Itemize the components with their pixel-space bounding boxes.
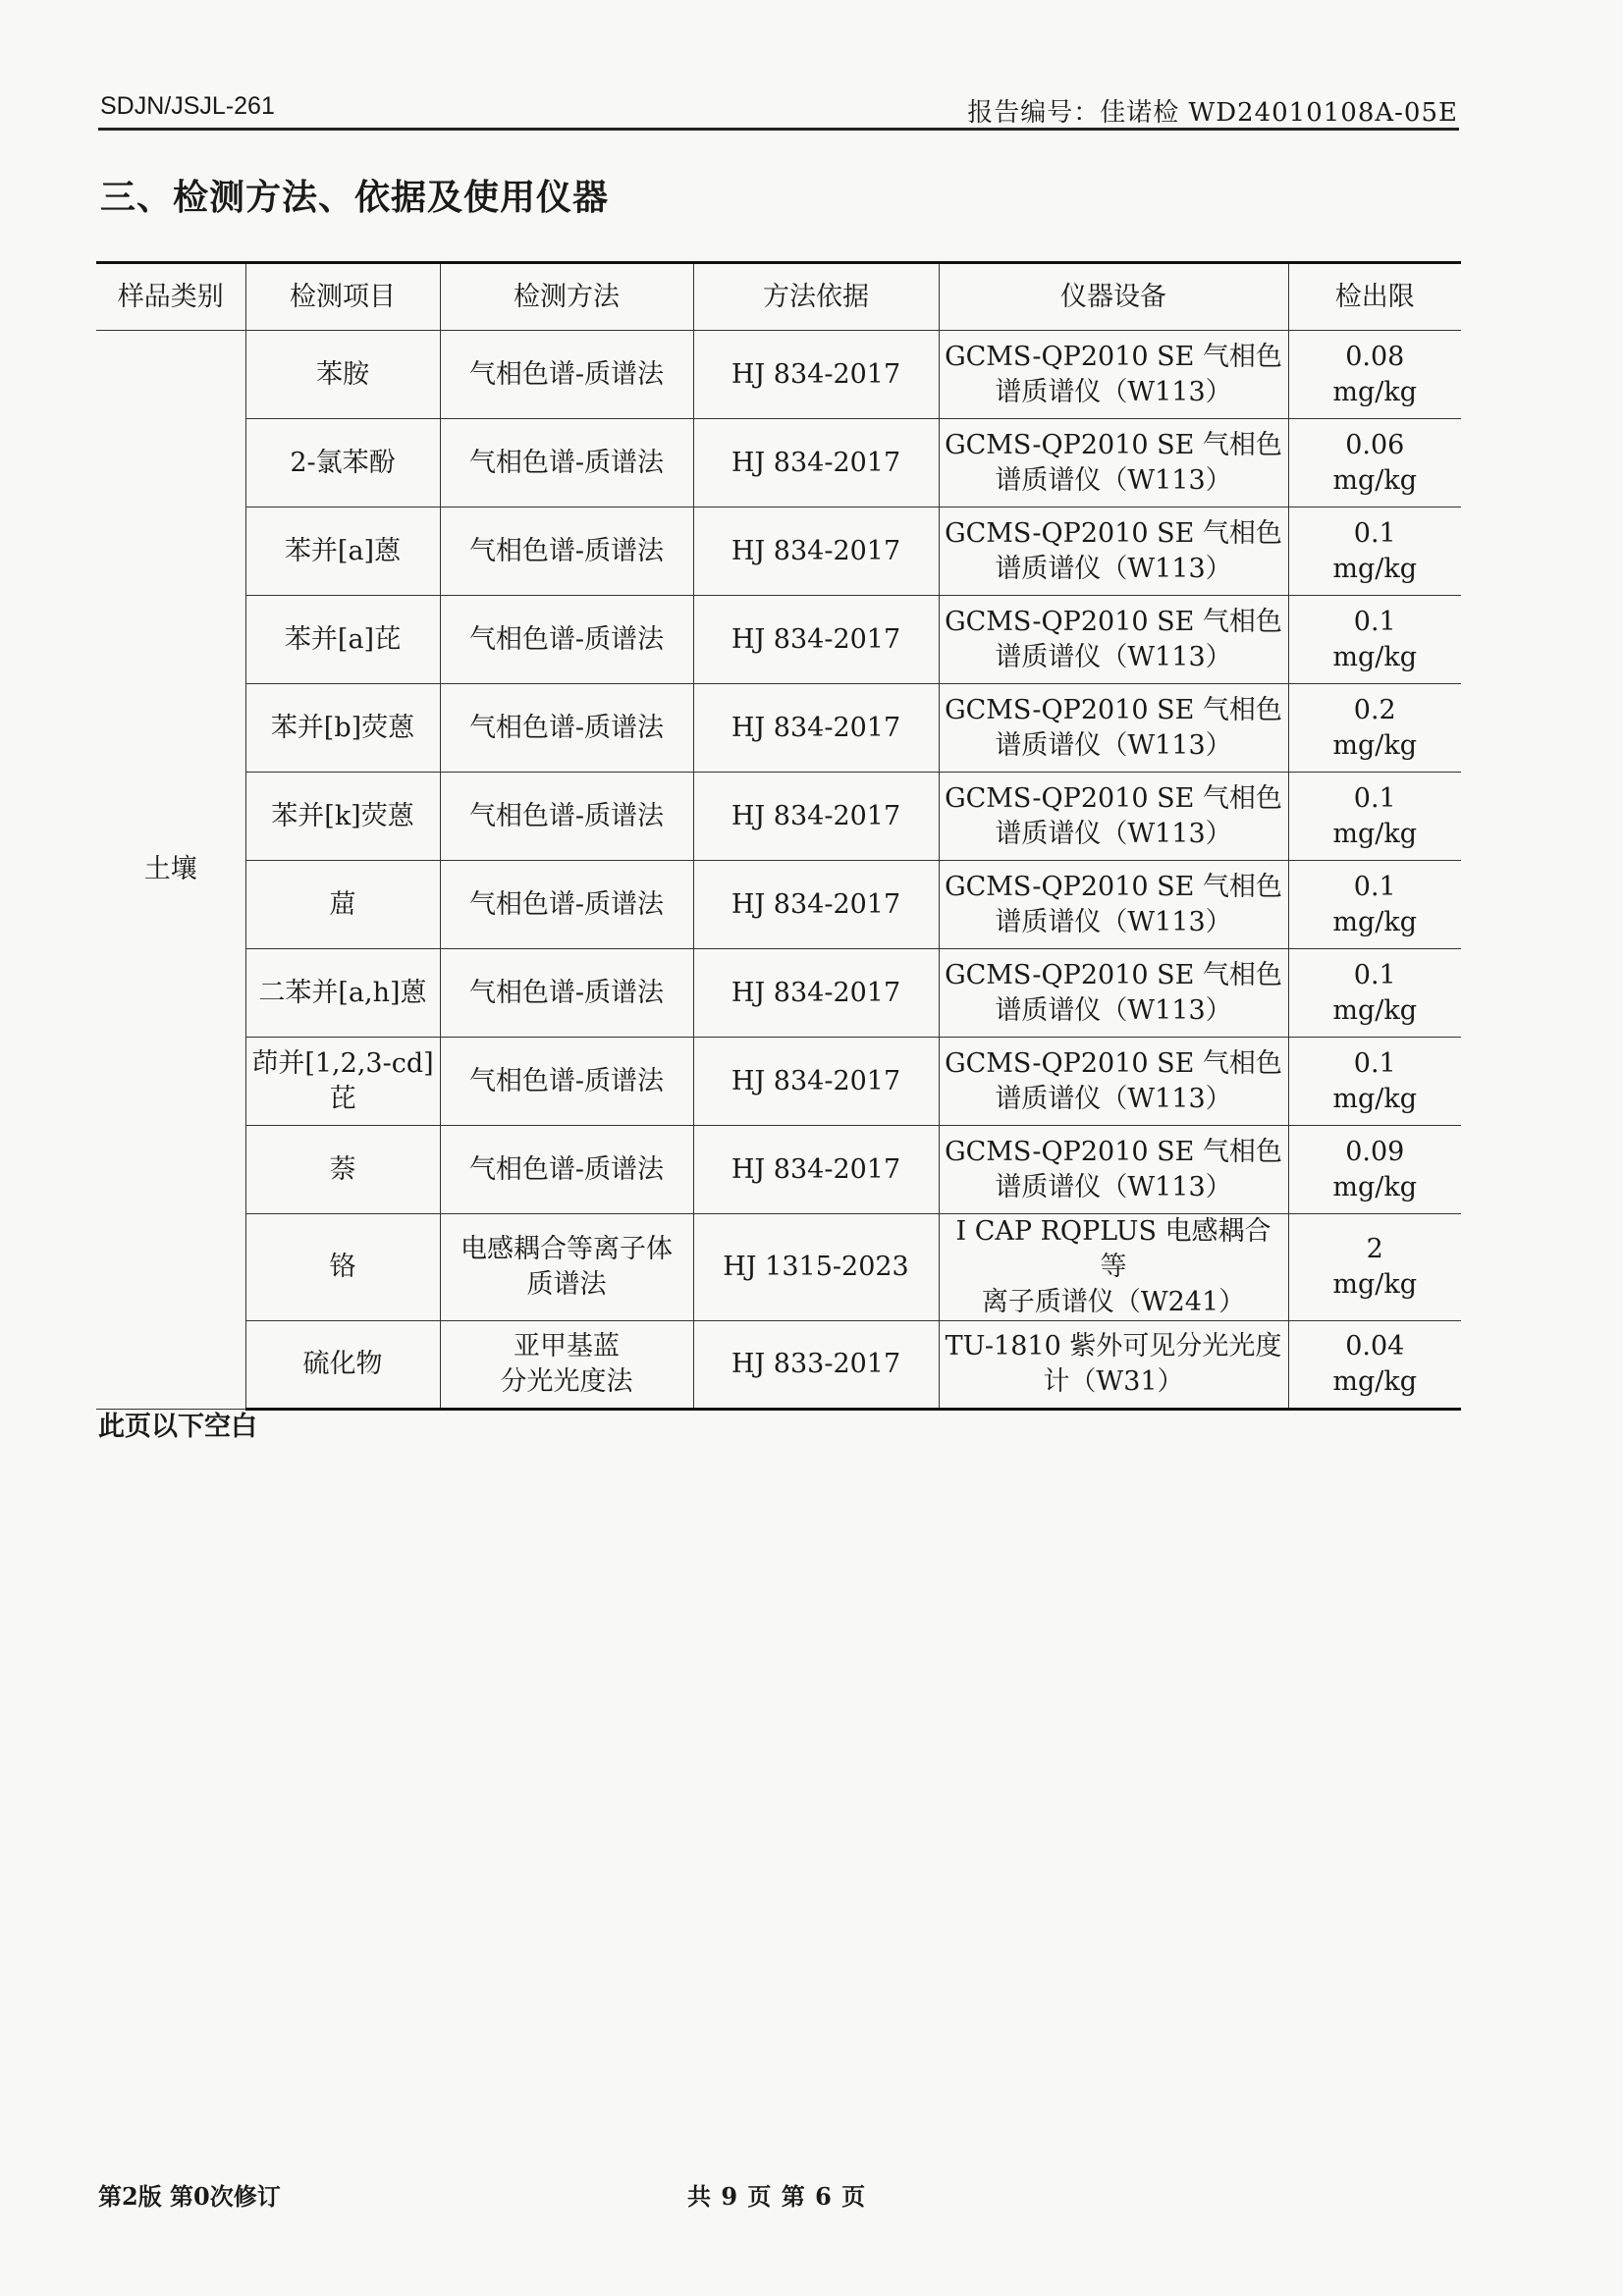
test-item-cell xyxy=(245,861,440,949)
form-code: SDJN/JSJL-261 xyxy=(100,92,275,120)
instrument-cell-line: 谱质谱仪（W113） xyxy=(995,553,1232,584)
method-basis-cell: HJ 1315-2023 xyxy=(693,1214,939,1321)
detection-limit-cell-line: 2 xyxy=(1366,1234,1383,1264)
detection-limit-cell-line: mg/kg xyxy=(1332,994,1418,1026)
detection-limit-cell-line: mg/kg xyxy=(1332,818,1418,849)
detection-limit-cell-line: 0.04 xyxy=(1345,1331,1405,1362)
test-method-cell-line: 气相色谱-质谱法 xyxy=(468,1065,665,1096)
table-row xyxy=(96,507,1461,596)
detection-limit-cell-line: mg/kg xyxy=(1332,376,1418,407)
test-method-cell xyxy=(440,684,693,773)
test-method-cell-line: 气相色谱-质谱法 xyxy=(468,623,665,655)
test-item-cell-line: 苯并[a]蒽 xyxy=(284,535,402,566)
test-method-cell xyxy=(440,773,693,861)
method-basis-cell: HJ 834-2017 xyxy=(693,949,939,1038)
instrument-cell-line: I CAP RQPLUS 电感耦合等 xyxy=(955,1216,1271,1282)
detection-limit-cell-line: mg/kg xyxy=(1332,906,1418,937)
detection-limit-cell-line: mg/kg xyxy=(1332,1171,1418,1202)
test-method-cell xyxy=(440,1321,693,1410)
table-row xyxy=(96,596,1461,684)
test-method-cell-line: 气相色谱-质谱法 xyxy=(468,977,665,1008)
detection-limit-cell-line: mg/kg xyxy=(1332,1083,1418,1114)
instrument-cell-line: GCMS-QP2010 SE 气相色 xyxy=(945,694,1282,725)
instrument-cell xyxy=(939,1038,1288,1126)
instrument-cell-line: TU-1810 紫外可见分光光度 xyxy=(945,1331,1282,1362)
test-item-cell-line: 硫化物 xyxy=(302,1349,383,1379)
instrument-cell xyxy=(939,596,1288,684)
instrument-cell xyxy=(939,684,1288,773)
table-row xyxy=(96,773,1461,861)
instrument-cell-line: 谱质谱仪（W113） xyxy=(995,641,1232,672)
table-row xyxy=(96,1321,1461,1410)
test-item-cell-line: 2-氯苯酚 xyxy=(290,447,396,478)
test-method-cell-line: 质谱法 xyxy=(526,1269,607,1300)
test-item-cell-line: 苯并[a]芘 xyxy=(284,623,402,655)
detection-limit-cell-line: mg/kg xyxy=(1332,641,1418,672)
detection-limit-cell-line: 0.1 xyxy=(1353,871,1396,902)
detection-limit-cell xyxy=(1288,1214,1461,1321)
detection-limit-cell-line: mg/kg xyxy=(1332,1366,1418,1397)
table-header-row xyxy=(96,263,1461,331)
test-item-cell-line: 苯并[k]荧蒽 xyxy=(271,800,414,831)
test-method-cell xyxy=(440,1038,693,1126)
table-row xyxy=(96,861,1461,949)
test-method-cell-line: 气相色谱-质谱法 xyxy=(468,1153,665,1185)
column-header: 检测方法 xyxy=(440,263,693,331)
test-item-cell xyxy=(245,1214,440,1321)
instrument-cell-line: 谱质谱仪（W113） xyxy=(995,818,1232,849)
instrument-cell-line: GCMS-QP2010 SE 气相色 xyxy=(945,782,1282,814)
instrument-cell xyxy=(939,507,1288,596)
instrument-cell-line: 谱质谱仪（W113） xyxy=(995,1083,1232,1114)
instrument-cell-line: 谱质谱仪（W113） xyxy=(995,376,1232,407)
test-item-cell-line: 茚并[1,2,3-cd] xyxy=(251,1047,434,1079)
test-item-cell xyxy=(245,419,440,507)
detection-limit-cell xyxy=(1288,773,1461,861)
test-item-cell-line: 铬 xyxy=(329,1252,356,1282)
test-item-cell-line: 苯并[b]荧蒽 xyxy=(270,712,415,743)
detection-limit-cell-line: 0.09 xyxy=(1345,1136,1405,1167)
instrument-cell xyxy=(939,1214,1288,1321)
detection-limit-cell xyxy=(1288,507,1461,596)
method-basis-cell: HJ 834-2017 xyxy=(693,1126,939,1214)
test-item-cell-line: 萘 xyxy=(329,1153,356,1185)
instrument-cell xyxy=(939,861,1288,949)
detection-limit-cell xyxy=(1288,861,1461,949)
method-basis-cell: HJ 834-2017 xyxy=(693,331,939,419)
detection-limit-cell-line: 0.1 xyxy=(1353,959,1396,990)
method-basis-cell: HJ 834-2017 xyxy=(693,861,939,949)
method-basis-cell: HJ 834-2017 xyxy=(693,507,939,596)
detection-limit-cell xyxy=(1288,1038,1461,1126)
test-item-cell xyxy=(245,507,440,596)
method-basis-cell: HJ 834-2017 xyxy=(693,773,939,861)
page-number: 共 9 页 第 6 页 xyxy=(687,2182,867,2211)
instrument-cell xyxy=(939,1126,1288,1214)
test-item-cell xyxy=(245,773,440,861)
detection-limit-cell xyxy=(1288,596,1461,684)
table-row xyxy=(96,949,1461,1038)
detection-limit-cell xyxy=(1288,1126,1461,1214)
instrument-cell xyxy=(939,419,1288,507)
detection-limit-cell xyxy=(1288,331,1461,419)
test-item-cell xyxy=(245,684,440,773)
instrument-cell-line: GCMS-QP2010 SE 气相色 xyxy=(945,871,1282,902)
instrument-cell-line: 谱质谱仪（W113） xyxy=(995,1171,1232,1202)
test-method-cell-line: 气相色谱-质谱法 xyxy=(468,800,665,831)
column-header: 样品类别 xyxy=(96,263,245,331)
table-row xyxy=(96,1214,1461,1321)
instrument-cell xyxy=(939,949,1288,1038)
method-basis-cell: HJ 834-2017 xyxy=(693,684,939,773)
test-method-cell-line: 气相色谱-质谱法 xyxy=(468,712,665,743)
instrument-cell-line: 谱质谱仪（W113） xyxy=(995,464,1232,496)
test-item-cell-line: 芘 xyxy=(329,1083,356,1114)
test-item-cell-line: 二苯并[a,h]蒽 xyxy=(258,977,427,1008)
column-header: 检测项目 xyxy=(245,263,440,331)
method-basis-cell: HJ 834-2017 xyxy=(693,596,939,684)
instrument-cell-line: 谱质谱仪（W113） xyxy=(995,994,1232,1026)
instrument-cell-line: GCMS-QP2010 SE 气相色 xyxy=(945,606,1282,637)
detection-limit-cell-line: 0.2 xyxy=(1353,694,1396,725)
blank-page-note: 此页以下空白 xyxy=(98,1412,257,1442)
detection-limit-cell xyxy=(1288,1321,1461,1410)
method-basis-cell: HJ 834-2017 xyxy=(693,419,939,507)
table-row xyxy=(96,331,1461,419)
column-header: 仪器设备 xyxy=(939,263,1288,331)
detection-limit-cell xyxy=(1288,419,1461,507)
detection-limit-cell-line: mg/kg xyxy=(1332,464,1418,496)
table-row xyxy=(96,1038,1461,1126)
instrument-cell-line: GCMS-QP2010 SE 气相色 xyxy=(945,959,1282,990)
test-item-cell-line: 苯胺 xyxy=(316,358,369,390)
test-method-cell-line: 电感耦合等离子体 xyxy=(460,1234,673,1264)
test-method-cell-line: 气相色谱-质谱法 xyxy=(468,447,665,478)
table-row xyxy=(96,419,1461,507)
test-method-cell-line: 分光光度法 xyxy=(500,1366,633,1397)
detection-limit-cell xyxy=(1288,684,1461,773)
test-method-cell xyxy=(440,1214,693,1321)
edition-info: 第2版 第0次修订 xyxy=(98,2182,281,2211)
instrument-cell xyxy=(939,773,1288,861)
table-row xyxy=(96,1126,1461,1214)
test-item-cell xyxy=(245,331,440,419)
detection-limit-cell-line: 0.1 xyxy=(1353,606,1396,637)
instrument-cell-line: 谱质谱仪（W113） xyxy=(995,729,1232,761)
instrument-cell-line: 谱质谱仪（W113） xyxy=(995,906,1232,937)
detection-limit-cell-line: mg/kg xyxy=(1332,729,1418,761)
sample-category-cell: 土壤 xyxy=(96,331,245,1410)
test-method-cell xyxy=(440,1126,693,1214)
column-header: 方法依据 xyxy=(693,263,939,331)
test-method-cell xyxy=(440,596,693,684)
detection-limit-cell-line: 0.1 xyxy=(1353,1047,1396,1079)
test-item-cell xyxy=(245,1038,440,1126)
instrument-cell xyxy=(939,331,1288,419)
instrument-cell-line: 离子质谱仪（W241） xyxy=(981,1287,1246,1317)
instrument-cell-line: 计（W31） xyxy=(1043,1366,1184,1397)
table-row xyxy=(96,684,1461,773)
test-method-cell-line: 亚甲基蓝 xyxy=(514,1331,620,1362)
column-header: 检出限 xyxy=(1288,263,1461,331)
detection-limit-cell-line: mg/kg xyxy=(1332,553,1418,584)
detection-limit-cell-line: 0.1 xyxy=(1353,782,1396,814)
methods-table xyxy=(96,261,1461,1411)
test-method-cell xyxy=(440,419,693,507)
detection-limit-cell-line: 0.06 xyxy=(1345,429,1405,460)
instrument-cell xyxy=(939,1321,1288,1410)
test-method-cell-line: 气相色谱-质谱法 xyxy=(468,888,665,920)
test-method-cell-line: 气相色谱-质谱法 xyxy=(468,535,665,566)
test-method-cell xyxy=(440,507,693,596)
test-method-cell xyxy=(440,331,693,419)
test-method-cell xyxy=(440,949,693,1038)
test-item-cell xyxy=(245,1126,440,1214)
detection-limit-cell-line: 0.08 xyxy=(1345,341,1405,372)
report-number: 报告编号：佳诺检 WD24010108A-05E xyxy=(967,98,1458,128)
test-item-cell xyxy=(245,1321,440,1410)
method-basis-cell: HJ 833-2017 xyxy=(693,1321,939,1410)
instrument-cell-line: GCMS-QP2010 SE 气相色 xyxy=(945,429,1282,460)
test-item-cell xyxy=(245,596,440,684)
test-method-cell-line: 气相色谱-质谱法 xyxy=(468,358,665,390)
test-item-cell xyxy=(245,949,440,1038)
header-divider xyxy=(98,128,1459,131)
instrument-cell-line: GCMS-QP2010 SE 气相色 xyxy=(945,1047,1282,1079)
instrument-cell-line: GCMS-QP2010 SE 气相色 xyxy=(945,1136,1282,1167)
method-basis-cell: HJ 834-2017 xyxy=(693,1038,939,1126)
instrument-cell-line: GCMS-QP2010 SE 气相色 xyxy=(945,341,1282,372)
detection-limit-cell-line: 0.1 xyxy=(1353,517,1396,549)
section-title: 三、检测方法、依据及使用仪器 xyxy=(100,178,610,218)
test-item-cell-line: 䓛 xyxy=(329,888,356,920)
instrument-cell-line: GCMS-QP2010 SE 气相色 xyxy=(945,517,1282,549)
detection-limit-cell xyxy=(1288,949,1461,1038)
detection-limit-cell-line: mg/kg xyxy=(1332,1269,1418,1300)
test-method-cell xyxy=(440,861,693,949)
